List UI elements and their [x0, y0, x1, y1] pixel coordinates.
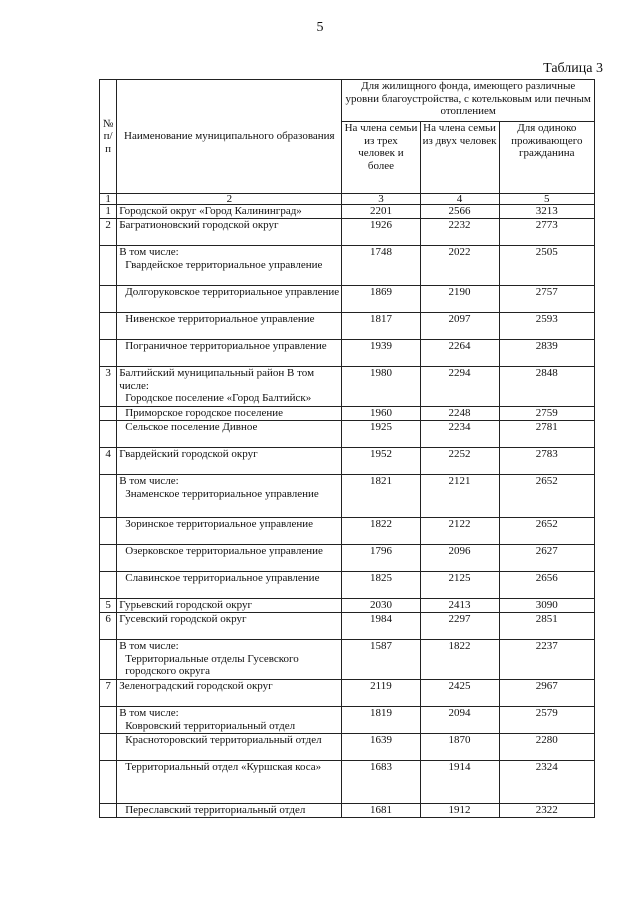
table-row	[100, 804, 595, 818]
value-cell-a: 1748	[342, 246, 420, 286]
row-number	[100, 340, 117, 367]
row-name-text: Славинское территориальное управление	[125, 572, 320, 584]
table-row	[100, 640, 595, 680]
index-row	[100, 194, 595, 205]
page-number: 5	[316, 20, 324, 35]
row-number: 2	[100, 219, 117, 246]
value-cell-c: 2579	[499, 707, 594, 734]
row-name-text: Городское поселение «Город Балтийск»	[125, 392, 312, 404]
row-name-text: Гурьевский городской округ	[119, 599, 252, 611]
row-name-text: Багратионовский городской округ	[119, 219, 279, 231]
table-row	[100, 367, 595, 407]
value-cell-a: 1925	[342, 421, 420, 448]
value-cell-c: 2839	[499, 340, 594, 367]
table-row	[100, 407, 595, 421]
value-cell-b: 2264	[420, 340, 499, 367]
row-name-text: Красноторовский территориальный отдел	[125, 734, 322, 746]
value-cell-b: 2252	[420, 448, 499, 475]
row-intro: В том числе:	[119, 475, 179, 487]
row-name	[117, 599, 342, 613]
value-cell-c: 2322	[499, 804, 594, 818]
row-number	[100, 518, 117, 545]
value-cell-b: 2248	[420, 407, 499, 421]
index-cell: 3	[342, 194, 420, 205]
row-number	[100, 421, 117, 448]
table-row	[100, 475, 595, 518]
row-name	[117, 313, 342, 340]
value-cell-b: 1912	[420, 804, 499, 818]
row-name	[117, 421, 342, 448]
value-cell-a: 1984	[342, 613, 420, 640]
table-row	[100, 340, 595, 367]
row-name	[117, 340, 342, 367]
value-cell-b: 2297	[420, 613, 499, 640]
row-name-text: Гвардейский городской округ	[119, 448, 258, 460]
value-cell-a: 1960	[342, 407, 420, 421]
value-cell-b: 2190	[420, 286, 499, 313]
row-number	[100, 286, 117, 313]
row-name-text: Гусевский городской округ	[119, 613, 247, 625]
value-cell-c: 2848	[499, 367, 594, 407]
row-name-text: Озерковское территориальное управление	[125, 545, 323, 557]
row-name	[117, 367, 342, 407]
value-cell-a: 1681	[342, 804, 420, 818]
value-cell-c: 2781	[499, 421, 594, 448]
header-col-a: На члена семьи из трех человек и более	[342, 122, 420, 194]
row-name	[117, 572, 342, 599]
value-cell-a: 1825	[342, 572, 420, 599]
row-intro: В том числе:	[119, 640, 179, 652]
table-row	[100, 313, 595, 340]
table-row	[100, 734, 595, 761]
row-number: 7	[100, 680, 117, 707]
value-cell-c: 2593	[499, 313, 594, 340]
value-cell-b: 2121	[420, 475, 499, 518]
row-name	[117, 613, 342, 640]
value-cell-c: 2627	[499, 545, 594, 572]
row-number: 1	[100, 205, 117, 219]
value-cell-c: 2773	[499, 219, 594, 246]
table-row	[100, 707, 595, 734]
table-row	[100, 599, 595, 613]
row-name-text: Зоринское территориальное управление	[125, 518, 314, 530]
table-row	[100, 286, 595, 313]
value-cell-b: 2096	[420, 545, 499, 572]
row-name-text: Ковровский территориальный отдел	[125, 719, 296, 732]
value-cell-c: 2656	[499, 572, 594, 599]
value-cell-c: 2324	[499, 761, 594, 804]
value-cell-c: 2757	[499, 286, 594, 313]
value-cell-b: 2425	[420, 680, 499, 707]
row-name	[117, 205, 342, 219]
value-cell-a: 1926	[342, 219, 420, 246]
row-name-text: Гвардейское территориальное управление	[125, 258, 323, 271]
table-row	[100, 448, 595, 475]
value-cell-a: 1639	[342, 734, 420, 761]
row-name	[117, 707, 342, 734]
value-cell-c: 2237	[499, 640, 594, 680]
table-row	[100, 205, 595, 219]
row-name	[117, 219, 342, 246]
row-number	[100, 545, 117, 572]
value-cell-a: 1952	[342, 448, 420, 475]
row-number: 5	[100, 599, 117, 613]
row-name-text: Территориальные отделы Гусевского городского округа	[125, 652, 299, 677]
value-cell-a: 1587	[342, 640, 420, 680]
row-name-text: Территориальный отдел «Куршская коса»	[125, 761, 322, 773]
value-cell-b: 2234	[420, 421, 499, 448]
row-number	[100, 761, 117, 804]
value-cell-a: 2119	[342, 680, 420, 707]
value-cell-c: 2759	[499, 407, 594, 421]
index-cell: 2	[117, 194, 342, 205]
table-row	[100, 219, 595, 246]
value-cell-c: 3213	[499, 205, 594, 219]
table-row	[100, 518, 595, 545]
row-name-text: Приморское городское поселение	[125, 407, 283, 419]
row-number	[100, 313, 117, 340]
row-number	[100, 707, 117, 734]
table-row	[100, 246, 595, 286]
value-cell-b: 2097	[420, 313, 499, 340]
row-name	[117, 448, 342, 475]
value-cell-c: 2505	[499, 246, 594, 286]
value-cell-b: 2566	[420, 205, 499, 219]
value-cell-c: 2652	[499, 518, 594, 545]
row-number: 4	[100, 448, 117, 475]
table-row	[100, 680, 595, 707]
header-col-b: На члена семьи из двух человек	[420, 122, 499, 194]
value-cell-a: 1869	[342, 286, 420, 313]
value-cell-c: 2851	[499, 613, 594, 640]
row-name-text: Нивенское территориальное управление	[125, 313, 315, 325]
table-row	[100, 572, 595, 599]
row-name	[117, 640, 342, 680]
value-cell-a: 1822	[342, 518, 420, 545]
row-name	[117, 804, 342, 818]
header-col-c: Для одиноко проживающего гражданина	[499, 122, 594, 194]
row-name	[117, 475, 342, 518]
value-cell-a: 1980	[342, 367, 420, 407]
value-cell-b: 2022	[420, 246, 499, 286]
value-cell-b: 2232	[420, 219, 499, 246]
row-name-text: Сельское поселение Дивное	[125, 421, 258, 433]
row-name	[117, 286, 342, 313]
value-cell-b: 2094	[420, 707, 499, 734]
table-body	[100, 205, 595, 818]
header-group: Для жилищного фонда, имеющего различные уровни благоустройства, с котельковым или печным отоплением	[342, 80, 595, 122]
row-number	[100, 804, 117, 818]
row-name-text: Переславский территориальный отдел	[125, 804, 306, 816]
index-cell: 1	[100, 194, 117, 205]
row-name	[117, 680, 342, 707]
data-table	[99, 79, 595, 818]
row-name-text: Пограничное территориальное управление	[125, 340, 327, 352]
table-row	[100, 545, 595, 572]
value-cell-c: 3090	[499, 599, 594, 613]
table-row	[100, 761, 595, 804]
value-cell-b: 2413	[420, 599, 499, 613]
value-cell-c: 2967	[499, 680, 594, 707]
row-intro: Балтийский муниципальный район В том числе:	[119, 367, 315, 392]
value-cell-a: 2030	[342, 599, 420, 613]
value-cell-a: 1819	[342, 707, 420, 734]
row-name	[117, 734, 342, 761]
value-cell-a: 1821	[342, 475, 420, 518]
value-cell-b: 1870	[420, 734, 499, 761]
row-name-text: Зеленоградский городской округ	[119, 680, 273, 692]
value-cell-a: 2201	[342, 205, 420, 219]
row-intro: В том числе:	[119, 707, 179, 719]
row-number	[100, 407, 117, 421]
row-name-text: Долгоруковское территориальное управление	[125, 286, 340, 298]
value-cell-a: 1939	[342, 340, 420, 367]
value-cell-b: 2122	[420, 518, 499, 545]
value-cell-c: 2652	[499, 475, 594, 518]
row-number	[100, 734, 117, 761]
row-name-text: Знаменское территориальное управление	[125, 487, 319, 500]
value-cell-b: 2294	[420, 367, 499, 407]
value-cell-a: 1817	[342, 313, 420, 340]
row-name	[117, 407, 342, 421]
row-number: 3	[100, 367, 117, 407]
table-row	[100, 613, 595, 640]
row-number	[100, 640, 117, 680]
value-cell-b: 1822	[420, 640, 499, 680]
table-caption: Таблица 3	[543, 61, 603, 76]
row-name	[117, 246, 342, 286]
row-number	[100, 246, 117, 286]
value-cell-c: 2783	[499, 448, 594, 475]
table-row	[100, 421, 595, 448]
header-name: Наименование муниципального образования	[117, 80, 342, 194]
row-name	[117, 545, 342, 572]
value-cell-c: 2280	[499, 734, 594, 761]
row-name	[117, 518, 342, 545]
row-name	[117, 761, 342, 804]
row-number: 6	[100, 613, 117, 640]
row-intro: В том числе:	[119, 246, 179, 258]
row-number	[100, 475, 117, 518]
row-name-text: Городской округ «Город Калининград»	[119, 205, 302, 217]
row-number	[100, 572, 117, 599]
value-cell-b: 1914	[420, 761, 499, 804]
value-cell-a: 1683	[342, 761, 420, 804]
value-cell-a: 1796	[342, 545, 420, 572]
index-cell: 4	[420, 194, 499, 205]
value-cell-b: 2125	[420, 572, 499, 599]
index-cell: 5	[499, 194, 594, 205]
header-number: № п/п	[100, 80, 117, 194]
